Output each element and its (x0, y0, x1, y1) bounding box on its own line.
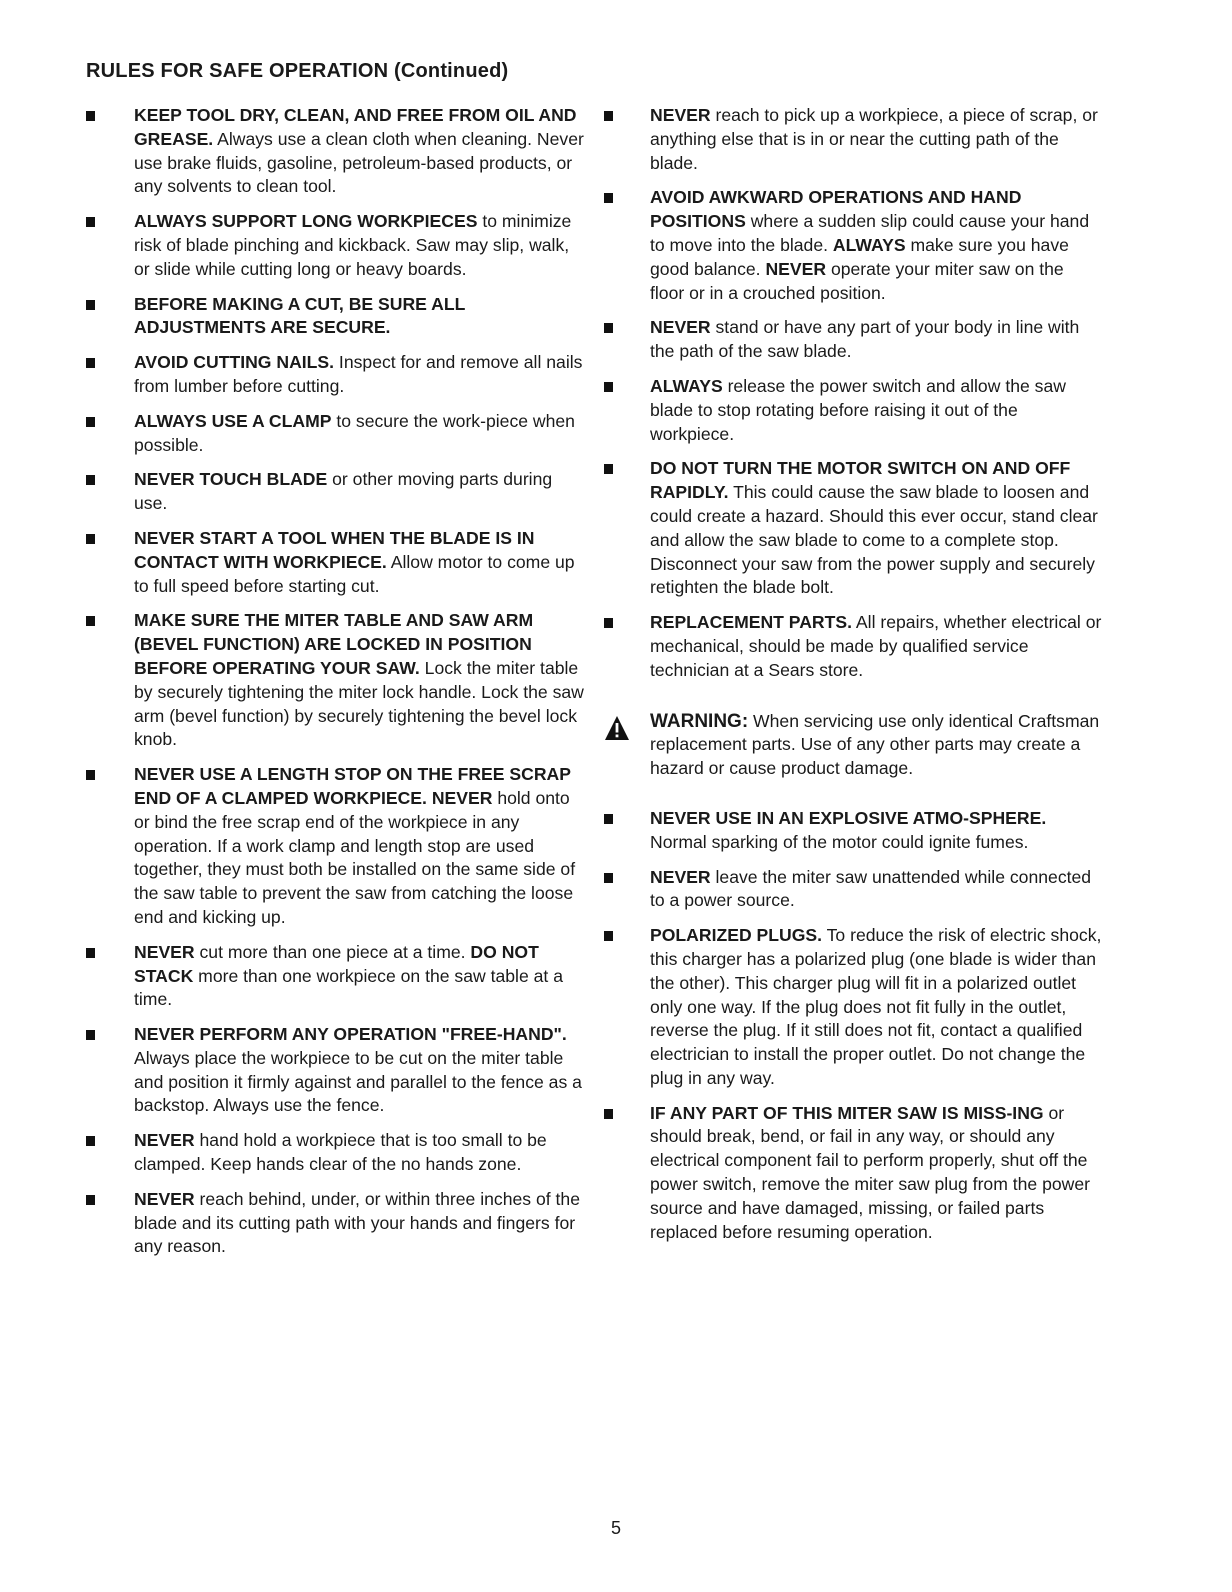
rule-text: Lock the miter table by securely tightening the miter lock handle. Lock the saw arm (bevel function) by securely tightening the bevel lock knob. (134, 657, 584, 750)
rule-bold-text: NEVER START A TOOL WHEN THE BLADE IS IN CONTACT WITH WORKPIECE. (134, 527, 535, 572)
rule-text: leave the miter saw unattended while connected to a power source. (650, 866, 1092, 911)
rule-bold-text: NEVER (431, 787, 493, 808)
section-heading: RULES FOR SAFE OPERATION (Continued) (86, 60, 509, 82)
square-bullet-icon (86, 217, 95, 227)
rule-bold-text: NEVER TOUCH BLADE (134, 469, 328, 490)
rule-item (602, 186, 1102, 305)
rule-text: or should break, bend, or fail in any way, or should any electrical component fail to perform properly, shut off the power switch, remove the miter saw plug from the power source and have damaged, missing, or failed parts replaced before resuming operation. (650, 1102, 1091, 1242)
rule-text: reach behind, under, or within three inches of the blade and its cutting path with your hands and fingers for any reason. (134, 1188, 580, 1257)
square-bullet-icon (86, 111, 95, 121)
square-bullet-icon (604, 931, 613, 941)
rule-text: cut more than one piece at a time. (194, 941, 471, 962)
rule-bold-text: ALWAYS (832, 234, 906, 255)
rule-item (602, 104, 1102, 175)
rule-text: more than one workpiece on the saw table at a time. (134, 965, 563, 1010)
left-column (86, 104, 586, 1270)
rule-bold-text: NEVER (134, 1188, 195, 1209)
rule-item (602, 866, 1102, 914)
rule-bold-text: DO NOT STACK (134, 941, 539, 986)
rule-item (86, 210, 586, 281)
square-bullet-icon (86, 475, 95, 485)
rule-text: Normal sparking of the motor could ignite fumes. (650, 831, 1029, 852)
rule-bold-text: MAKE SURE THE MITER TABLE AND SAW ARM (BEVEL FUNCTION) ARE LOCKED IN POSITION BEFORE OPERATING YOUR SAW. (134, 610, 534, 678)
square-bullet-icon (86, 616, 95, 626)
right-column (602, 104, 1102, 1255)
rule-text: reach to pick up a workpiece, a piece of scrap, or anything else that is in or near the cutting path of the blade. (650, 105, 1098, 173)
square-bullet-icon (604, 1109, 613, 1119)
rule-bold-text: ALWAYS (650, 375, 723, 396)
rule-bold-text: KEEP TOOL DRY, CLEAN, AND FREE FROM OIL AND GREASE. (134, 105, 577, 149)
rule-bold-text: NEVER USE A LENGTH STOP ON THE FREE SCRAP END OF A CLAMPED WORKPIECE. (134, 764, 571, 808)
rule-text: to minimize risk of blade pinching and kickback. Saw may slip, walk, or slide while cutting long or heavy boards. (134, 211, 572, 279)
square-bullet-icon (86, 1030, 95, 1040)
square-bullet-icon (86, 1195, 95, 1205)
rule-bold-text: IF ANY PART OF THIS MITER SAW IS MISS-ING (650, 1102, 1044, 1123)
rule-item (86, 1129, 586, 1177)
rule-item (86, 468, 586, 516)
rule-bold-text: NEVER (134, 941, 195, 962)
rule-bold-text: NEVER (650, 105, 711, 125)
square-bullet-icon (604, 618, 613, 628)
page-number: 5 (610, 1518, 621, 1538)
rule-text: where a sudden slip could cause your hand to move into the blade. (650, 211, 1090, 255)
rule-item (602, 611, 1102, 682)
rule-item (86, 763, 586, 930)
rule-bold-text: NEVER USE IN AN EXPLOSIVE ATMO-SPHERE. (650, 807, 1047, 828)
rule-bold-text: NEVER PERFORM ANY OPERATION "FREE-HAND". (134, 1024, 567, 1045)
square-bullet-icon (86, 770, 95, 780)
rule-item (86, 1188, 586, 1259)
rule-item (86, 351, 586, 399)
rule-text: hand hold a workpiece that is too small to be clamped. Keep hands clear of the no hands zone. (134, 1130, 547, 1175)
rule-item (86, 1023, 586, 1118)
rule-text: or other moving parts during use. (134, 469, 553, 514)
square-bullet-icon (604, 814, 613, 824)
rule-item (602, 316, 1102, 364)
rule-bold-text: AVOID CUTTING NAILS. (134, 352, 335, 373)
warning-label: WARNING: (650, 710, 749, 732)
rule-text: This could cause the saw blade to loosen and could create a hazard. Should this ever occur, stand clear and allow the saw blade to come to a complete stop. Disconnect your saw from the power supply and securely retighten the blade bolt. (650, 482, 1098, 598)
square-bullet-icon (86, 534, 95, 544)
rule-item (602, 807, 1102, 855)
rule-text: To reduce the risk of electric shock, this charger has a polarized plug (one blade is wider than the other). This charger plug will fit in a polarized outlet only one way. If the plug does not fit fully in the outlet, reverse the plug. If it still does not fit, contact a qualified electrician to install the proper outlet. Do not change the plug in any way. (650, 925, 1102, 1088)
warning-triangle-icon (604, 715, 630, 741)
rule-bold-text: NEVER (134, 1130, 195, 1151)
rule-bold-text: ALWAYS SUPPORT LONG WORKPIECES (134, 211, 478, 232)
rule-item (86, 527, 586, 598)
rule-item (86, 941, 586, 1012)
rule-bold-text: NEVER (650, 317, 711, 338)
rule-item (602, 1102, 1102, 1245)
square-bullet-icon (604, 464, 613, 474)
square-bullet-icon (604, 111, 613, 121)
rule-text: Always place the workpiece to be cut on the miter table and position it firmly against and parallel to the fence as a backstop. Always use the fence. (134, 1047, 582, 1116)
rule-text: make sure you have good balance. (650, 234, 1069, 279)
rule-text: release the power switch and allow the saw blade to stop rotating before raising it out of the workpiece. (650, 375, 1066, 444)
rule-text: operate your miter saw on the floor or in a crouched position. (650, 258, 1064, 303)
rule-bold-text: DO NOT TURN THE MOTOR SWITCH ON AND OFF RAPIDLY. (650, 458, 1071, 503)
square-bullet-icon (86, 300, 95, 310)
rule-text: Inspect for and remove all nails from lumber before cutting. (134, 352, 583, 396)
rule-item (602, 457, 1102, 600)
rule-bold-text: NEVER (765, 258, 827, 279)
square-bullet-icon (86, 417, 95, 427)
square-bullet-icon (604, 193, 613, 203)
rule-bold-text: NEVER (650, 866, 711, 887)
rule-text: All repairs, whether electrical or mechanical, should be made by qualified service technician at a Sears store. (650, 612, 1102, 680)
rule-text: stand or have any part of your body in line with the path of the saw blade. (650, 317, 1080, 362)
warning-text: When servicing use only identical Craftsman replacement parts. Use of any other parts may create a hazard or cause product damage. (650, 710, 1100, 779)
square-bullet-icon (604, 323, 613, 333)
rule-bold-text: REPLACEMENT PARTS. (650, 612, 853, 633)
rule-text: Allow motor to come up to full speed before starting cut. (134, 551, 575, 596)
rule-item (86, 609, 586, 752)
rule-text: Always use a clean cloth when cleaning. Never use brake fluids, gasoline, petroleum-based products, or any solvents to clean tool. (134, 128, 584, 197)
rule-item (86, 410, 586, 458)
rule-bold-text: POLARIZED PLUGS. (650, 925, 823, 946)
rule-item (86, 293, 586, 341)
rule-text: hold onto or bind the free scrap end of the workpiece in any operation. If a work clamp and length stop are used together, they must both be installed on the same side of the saw table to prevent the saw from catching the loose end and kicking up. (134, 787, 576, 927)
square-bullet-icon (604, 873, 613, 883)
square-bullet-icon (86, 358, 95, 368)
square-bullet-icon (86, 948, 95, 958)
square-bullet-icon (86, 1136, 95, 1146)
rule-item (602, 375, 1102, 446)
rule-text: to secure the work-piece when possible. (134, 410, 575, 455)
square-bullet-icon (604, 382, 613, 392)
rule-item (86, 104, 586, 199)
rule-item (602, 924, 1102, 1091)
warning-block (602, 710, 1102, 781)
rule-bold-text: ALWAYS USE A CLAMP (134, 410, 332, 431)
rule-bold-text: BEFORE MAKING A CUT, BE SURE ALL ADJUSTMENTS ARE SECURE. (134, 293, 466, 338)
rule-bold-text: AVOID AWKWARD OPERATIONS AND HAND POSITIONS (650, 187, 1022, 232)
